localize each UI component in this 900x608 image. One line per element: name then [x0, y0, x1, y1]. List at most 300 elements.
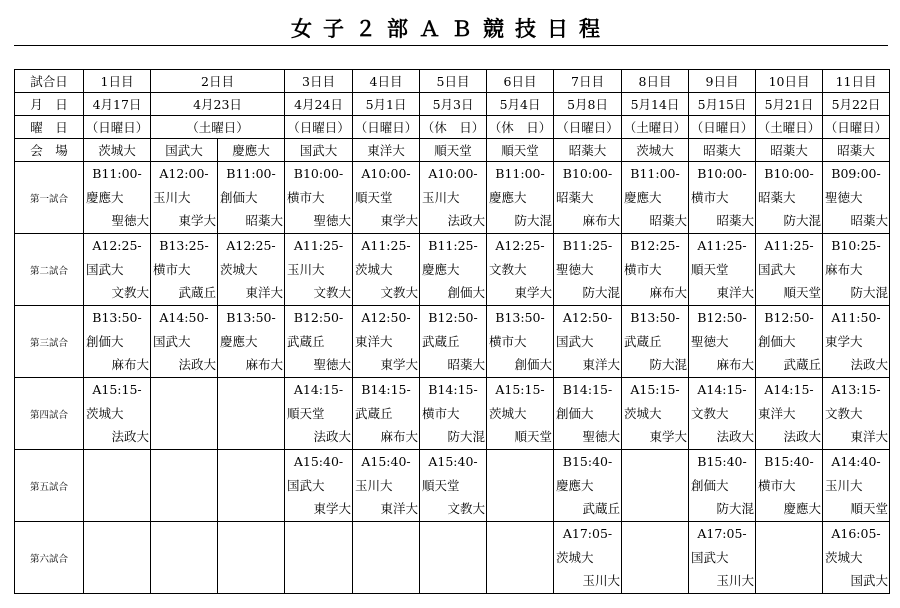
match-team-b: 法政大 [716, 429, 755, 444]
match-cell [756, 306, 823, 378]
match-team-a: 国武大 [556, 333, 594, 349]
match-team-b: 昭薬大 [716, 213, 755, 228]
game-row [15, 450, 890, 522]
day-cell: 7日目 [554, 70, 622, 93]
game-row [15, 378, 890, 450]
match-team-a: 慶應大 [556, 477, 594, 493]
match-team-a: 慶應大 [220, 333, 258, 349]
match-cell [285, 234, 353, 306]
match-time: B13:50- [92, 310, 142, 325]
venue-cell: 国武大 [151, 139, 218, 162]
match-time: A11:25- [293, 238, 344, 253]
match-team-b: 防大混 [514, 213, 553, 228]
weekday-label: 曜 日 [15, 116, 84, 139]
match-cell [487, 234, 554, 306]
match-team-b: 法政大 [178, 357, 216, 372]
match-time: A15:40- [361, 454, 411, 469]
venue-row [15, 139, 890, 162]
match-team-a: 国武大 [153, 333, 191, 349]
weekday-cell: （日曜日） [84, 116, 151, 139]
match-cell [420, 450, 487, 522]
match-team-a: 創価大 [220, 189, 258, 205]
weekday-cell: （休 日） [420, 116, 487, 139]
game-label: 第五試合 [15, 450, 84, 522]
match-cell [353, 234, 420, 306]
match-team-a: 横市大 [758, 477, 796, 493]
venue-cell: 昭薬大 [689, 139, 756, 162]
match-team-b: 東洋大 [582, 357, 621, 372]
day-cell: 3日目 [285, 70, 353, 93]
match-team-a: 慶應大 [86, 189, 124, 205]
match-team-a: 文教大 [691, 405, 729, 421]
match-team-b: 玉川大 [582, 573, 621, 588]
match-team-b: 法政大 [111, 429, 149, 444]
match-cell [218, 234, 285, 306]
match-cell [689, 450, 756, 522]
match-cell [689, 162, 756, 234]
match-cell [353, 378, 420, 450]
day-cell: 8日目 [622, 70, 689, 93]
match-team-a: 横市大 [153, 261, 191, 277]
venue-cell: 順天堂 [487, 139, 554, 162]
game-label: 第三試合 [15, 306, 84, 378]
match-team-b: 順天堂 [783, 285, 822, 300]
match-team-b: 東洋大 [380, 501, 419, 516]
match-time: A15:40- [293, 454, 344, 469]
match-cell [756, 162, 823, 234]
title-underline [14, 45, 888, 46]
schedule-title: 女子２部ＡＢ競技日程 [291, 17, 611, 41]
match-time: B10:00- [697, 166, 747, 181]
match-time: A13:15- [831, 382, 881, 397]
match-team-a: 聖徳大 [825, 189, 863, 205]
match-team-a: 国武大 [86, 261, 124, 277]
match-team-b: 東洋大 [245, 285, 284, 300]
match-cell [554, 378, 622, 450]
match-time: A16:05- [831, 526, 881, 541]
match-team-b: 聖徳大 [313, 213, 352, 228]
match-cell [151, 234, 218, 306]
match-team-b: 聖徳大 [313, 357, 352, 372]
match-team-a: 玉川大 [153, 189, 191, 205]
match-team-b: 麻布大 [649, 285, 688, 300]
date-cell: 4月24日 [285, 93, 353, 116]
match-team-b: 武蔵丘 [178, 285, 216, 300]
match-team-b: 文教大 [313, 285, 352, 300]
match-cell [285, 162, 353, 234]
match-team-a: 国武大 [758, 261, 796, 277]
empty-cell [622, 522, 689, 594]
date-cell: 5月14日 [622, 93, 689, 116]
match-time: A12:25- [226, 238, 276, 253]
empty-cell [218, 450, 285, 522]
empty-cell [151, 450, 218, 522]
match-time: A11:25- [361, 238, 411, 253]
match-cell [622, 234, 689, 306]
match-cell [151, 306, 218, 378]
match-time: A10:00- [428, 166, 478, 181]
game-row [15, 234, 890, 306]
day-cell: 2日目 [151, 70, 285, 93]
match-cell [420, 306, 487, 378]
match-time: B15:40- [764, 454, 814, 469]
match-team-b: 昭薬大 [245, 213, 284, 228]
venue-cell: 昭薬大 [554, 139, 622, 162]
match-cell [756, 450, 823, 522]
match-team-b: 東学大 [178, 213, 216, 228]
match-cell [823, 522, 890, 594]
match-team-a: 武蔵丘 [355, 405, 393, 421]
match-cell [689, 522, 756, 594]
match-team-a: 東学大 [825, 333, 863, 349]
match-cell [823, 306, 890, 378]
match-team-b: 創価大 [514, 357, 553, 372]
match-team-b: 法政大 [783, 429, 822, 444]
match-team-b: 防大混 [447, 429, 486, 444]
match-team-a: 武蔵丘 [422, 333, 460, 349]
match-team-a: 文教大 [489, 261, 527, 277]
match-cell [823, 234, 890, 306]
match-team-a: 武蔵丘 [624, 333, 662, 349]
match-cell [554, 522, 622, 594]
weekday-cell: （日曜日） [285, 116, 353, 139]
match-team-b: 昭薬大 [850, 213, 889, 228]
match-cell [151, 162, 218, 234]
weekday-cell: （土曜日） [151, 116, 285, 139]
match-time: A12:50- [562, 310, 613, 325]
match-time: B11:25- [562, 238, 613, 253]
match-team-a: 慶應大 [624, 189, 662, 205]
match-time: B10:00- [562, 166, 613, 181]
date-cell: 5月8日 [554, 93, 622, 116]
match-team-a: 茨城大 [220, 261, 258, 277]
day-cell: 10日目 [756, 70, 823, 93]
match-cell [420, 378, 487, 450]
match-cell [823, 378, 890, 450]
match-team-a: 創価大 [556, 405, 594, 421]
game-label: 第六試合 [15, 522, 84, 594]
game-row [15, 306, 890, 378]
empty-cell [218, 522, 285, 594]
weekday-cell: （日曜日） [554, 116, 622, 139]
match-cell [689, 378, 756, 450]
match-team-a: 創価大 [86, 333, 124, 349]
date-cell: 4月23日 [151, 93, 285, 116]
match-time: A17:05- [562, 526, 613, 541]
match-cell [823, 450, 890, 522]
weekday-cell: （日曜日） [353, 116, 420, 139]
match-team-a: 横市大 [287, 189, 325, 205]
match-cell [554, 234, 622, 306]
weekday-row [15, 116, 890, 139]
empty-cell [84, 450, 151, 522]
match-cell [353, 306, 420, 378]
match-time: B13:50- [226, 310, 276, 325]
match-team-a: 東洋大 [758, 405, 796, 421]
match-team-a: 横市大 [422, 405, 460, 421]
match-team-a: 横市大 [691, 189, 729, 205]
match-time: A11:50- [831, 310, 881, 325]
match-team-a: 聖徳大 [556, 261, 594, 277]
game-row [15, 522, 890, 594]
match-team-b: 防大混 [649, 357, 688, 372]
match-cell [622, 162, 689, 234]
match-team-b: 東洋大 [716, 285, 755, 300]
empty-cell [218, 378, 285, 450]
game-label: 第四試合 [15, 378, 84, 450]
game-label: 第二試合 [15, 234, 84, 306]
match-time: A15:15- [92, 382, 142, 397]
match-time: B12:50- [428, 310, 478, 325]
empty-cell [487, 450, 554, 522]
empty-cell [151, 522, 218, 594]
match-time: A15:40- [428, 454, 478, 469]
venue-cell: 昭薬大 [823, 139, 890, 162]
match-time: A15:15- [630, 382, 680, 397]
venue-label: 会 場 [15, 139, 84, 162]
match-time: B10:00- [764, 166, 814, 181]
match-time: A12:00- [159, 166, 209, 181]
match-team-b: 防大混 [582, 285, 621, 300]
match-time: B11:00- [630, 166, 680, 181]
match-cell [84, 306, 151, 378]
match-team-a: 順天堂 [287, 405, 325, 421]
match-time: B10:00- [293, 166, 344, 181]
match-team-b: 麻布大 [245, 357, 284, 372]
venue-cell: 慶應大 [218, 139, 285, 162]
venue-cell: 順天堂 [420, 139, 487, 162]
match-cell [84, 234, 151, 306]
empty-cell [756, 522, 823, 594]
date-cell: 5月21日 [756, 93, 823, 116]
match-team-b: 麻布大 [582, 213, 621, 228]
match-team-a: 茨城大 [556, 549, 594, 565]
match-cell [622, 378, 689, 450]
match-team-b: 東洋大 [850, 429, 889, 444]
match-team-a: 茨城大 [489, 405, 527, 421]
empty-cell [353, 522, 420, 594]
match-team-b: 麻布大 [716, 357, 755, 372]
match-cell [487, 162, 554, 234]
match-cell [218, 306, 285, 378]
match-time: B15:40- [562, 454, 613, 469]
match-time: B11:00- [495, 166, 545, 181]
match-team-a: 横市大 [624, 261, 662, 277]
match-team-a: 麻布大 [825, 261, 863, 277]
match-team-a: 慶應大 [422, 261, 460, 277]
date-cell: 5月4日 [487, 93, 554, 116]
match-time: A11:25- [697, 238, 747, 253]
day-cell: 11日目 [823, 70, 890, 93]
match-time: B11:25- [428, 238, 478, 253]
match-time: B15:40- [697, 454, 747, 469]
match-cell [756, 234, 823, 306]
match-team-b: 防大混 [850, 285, 889, 300]
date-cell: 5月3日 [420, 93, 487, 116]
day-row [15, 70, 890, 93]
match-time: A14:15- [293, 382, 344, 397]
match-cell [823, 162, 890, 234]
match-time: A14:50- [159, 310, 209, 325]
match-team-b: 順天堂 [850, 501, 889, 516]
match-time: A12:50- [361, 310, 411, 325]
match-cell [689, 306, 756, 378]
match-team-a: 茨城大 [825, 549, 863, 565]
match-time: A14:40- [831, 454, 881, 469]
weekday-cell: （土曜日） [622, 116, 689, 139]
schedule-table [14, 69, 890, 594]
match-team-b: 創価大 [447, 285, 486, 300]
date-cell: 5月15日 [689, 93, 756, 116]
day-cell: 9日目 [689, 70, 756, 93]
match-team-b: 文教大 [447, 501, 486, 516]
match-team-a: 東洋大 [355, 333, 393, 349]
match-team-a: 武蔵丘 [287, 333, 325, 349]
match-team-b: 法政大 [850, 357, 889, 372]
match-time: A14:15- [697, 382, 747, 397]
match-team-b: 武蔵丘 [582, 501, 621, 516]
match-team-b: 文教大 [111, 285, 149, 300]
match-team-b: 麻布大 [111, 357, 149, 372]
match-team-b: 防大混 [716, 501, 755, 516]
empty-cell [487, 522, 554, 594]
match-team-b: 法政大 [447, 213, 486, 228]
match-team-a: 聖徳大 [691, 333, 729, 349]
match-team-a: 国武大 [287, 477, 325, 493]
match-cell [84, 378, 151, 450]
match-time: B10:25- [831, 238, 881, 253]
match-team-a: 創価大 [758, 333, 796, 349]
match-time: A15:15- [495, 382, 545, 397]
match-time: B14:15- [562, 382, 613, 397]
match-team-b: 武蔵丘 [783, 357, 822, 372]
match-team-b: 聖徳大 [111, 213, 149, 228]
match-cell [285, 306, 353, 378]
match-cell [420, 162, 487, 234]
match-cell [689, 234, 756, 306]
match-time: A12:25- [92, 238, 142, 253]
match-team-a: 玉川大 [287, 261, 325, 277]
match-team-a: 順天堂 [691, 261, 729, 277]
match-team-b: 麻布大 [380, 429, 419, 444]
match-team-a: 順天堂 [355, 189, 393, 205]
match-cell [285, 450, 353, 522]
date-row [15, 93, 890, 116]
match-team-b: 東学大 [380, 357, 419, 372]
empty-cell [622, 450, 689, 522]
match-time: A10:00- [361, 166, 411, 181]
venue-cell: 茨城大 [622, 139, 689, 162]
match-team-a: 玉川大 [355, 477, 393, 493]
weekday-cell: （日曜日） [689, 116, 756, 139]
match-team-b: 東学大 [649, 429, 688, 444]
date-cell: 5月22日 [823, 93, 890, 116]
day-label: 試合日 [15, 70, 84, 93]
match-time: B09:00- [831, 166, 881, 181]
match-time: A11:25- [764, 238, 814, 253]
empty-cell [420, 522, 487, 594]
day-cell: 5日目 [420, 70, 487, 93]
match-cell [353, 450, 420, 522]
match-team-a: 茨城大 [624, 405, 662, 421]
venue-cell: 東洋大 [353, 139, 420, 162]
match-cell [756, 378, 823, 450]
match-time: A14:15- [764, 382, 814, 397]
match-time: A12:25- [495, 238, 545, 253]
match-cell [554, 306, 622, 378]
match-cell [285, 378, 353, 450]
match-time: B14:15- [428, 382, 478, 397]
empty-cell [84, 522, 151, 594]
match-time: B12:50- [697, 310, 747, 325]
match-time: B13:50- [495, 310, 545, 325]
match-time: B11:00- [226, 166, 276, 181]
match-team-a: 文教大 [825, 405, 863, 421]
weekday-cell: （日曜日） [823, 116, 890, 139]
match-cell [554, 450, 622, 522]
match-team-a: 茨城大 [86, 405, 124, 421]
venue-cell: 国武大 [285, 139, 353, 162]
match-team-b: 昭薬大 [447, 357, 486, 372]
day-cell: 4日目 [353, 70, 420, 93]
match-team-b: 文教大 [380, 285, 419, 300]
match-time: B12:25- [630, 238, 680, 253]
match-team-b: 東学大 [313, 501, 352, 516]
match-team-b: 聖徳大 [582, 429, 621, 444]
match-team-b: 東学大 [514, 285, 553, 300]
match-team-b: 順天堂 [514, 429, 553, 444]
match-team-a: 横市大 [489, 333, 527, 349]
match-team-b: 慶應大 [783, 501, 822, 516]
match-team-a: 茨城大 [355, 261, 393, 277]
game-label: 第一試合 [15, 162, 84, 234]
match-team-a: 創価大 [691, 477, 729, 493]
match-time: B13:25- [159, 238, 209, 253]
match-time: B13:50- [630, 310, 680, 325]
match-cell [420, 234, 487, 306]
match-team-b: 昭薬大 [649, 213, 688, 228]
weekday-cell: （土曜日） [756, 116, 823, 139]
match-team-b: 玉川大 [716, 573, 755, 588]
match-team-a: 慶應大 [489, 189, 527, 205]
match-cell [554, 162, 622, 234]
match-time: B14:15- [361, 382, 411, 397]
match-time: B12:50- [764, 310, 814, 325]
match-team-b: 東学大 [380, 213, 419, 228]
match-cell [487, 306, 554, 378]
match-team-b: 法政大 [313, 429, 352, 444]
match-team-a: 玉川大 [825, 477, 863, 493]
match-time: B11:00- [92, 166, 142, 181]
match-cell [218, 162, 285, 234]
empty-cell [151, 378, 218, 450]
match-team-a: 順天堂 [422, 477, 460, 493]
match-team-b: 防大混 [783, 213, 822, 228]
match-cell [353, 162, 420, 234]
match-team-a: 昭薬大 [556, 189, 594, 205]
match-team-a: 玉川大 [422, 189, 460, 205]
match-team-a: 昭薬大 [758, 189, 796, 205]
empty-cell [285, 522, 353, 594]
day-cell: 6日目 [487, 70, 554, 93]
match-cell [84, 162, 151, 234]
date-cell: 4月17日 [84, 93, 151, 116]
match-cell [487, 378, 554, 450]
match-time: B12:50- [293, 310, 344, 325]
game-row [15, 162, 890, 234]
date-label: 月 日 [15, 93, 84, 116]
date-cell: 5月1日 [353, 93, 420, 116]
